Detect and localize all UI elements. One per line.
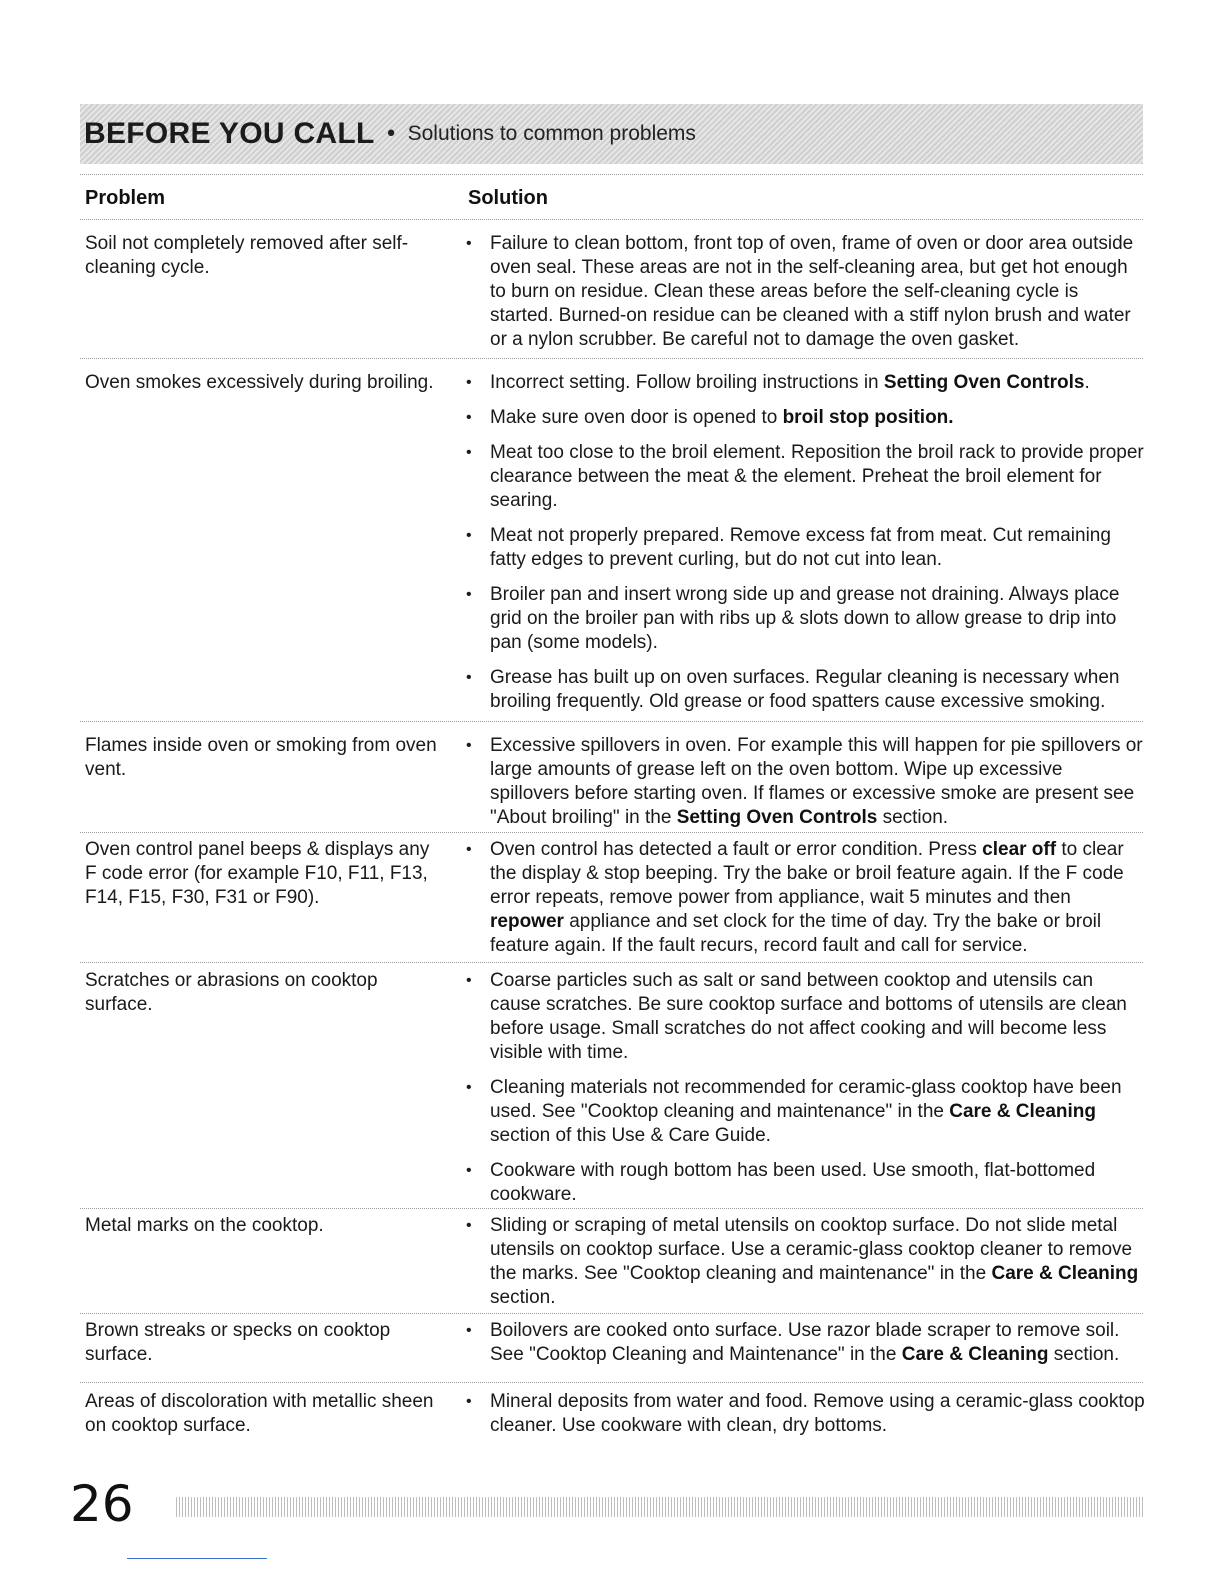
solution-item [465, 1319, 1145, 1367]
table-row [80, 1208, 1143, 1308]
problem-text: Brown streaks or specks on cooktop surface. [85, 1320, 391, 1365]
solution-list [465, 1390, 1145, 1438]
emphasis-text: Setting Oven Controls [883, 372, 1085, 393]
section-title: BEFORE YOU CALL [84, 117, 375, 150]
bullet-icon: • [466, 586, 472, 603]
bullet-icon: • [466, 235, 472, 252]
solution-text: Failure to clean bottom, front top of oven, frame of oven or door area outside oven seal. These areas are not in the self-cleaning area, but get hot enough to burn on residue. Clean these areas before the self-cleaning cycle is started. Burned-on residue can be cleaned with a stiff nylon brush and water or a nylon scrubber. Be careful not to damage the oven gasket. [490, 233, 1134, 350]
solution-text: Oven control has detected a fault or error condition. Press [490, 839, 983, 860]
bullet-icon: • [466, 669, 472, 686]
problem-column-header: Problem [85, 187, 166, 209]
solution-item [465, 666, 1145, 714]
solution-text: Excessive spillovers in oven. For example this will happen for pie spillovers or large amounts of grease left on the oven bottom. Wipe up excessive spillovers before starting oven. If flames or excessive smoke are present see "About broiling" in the [490, 735, 1143, 828]
solution-text: Coarse particles such as salt or sand between cooktop and utensils can cause scratches. Be sure cooktop surface and bottoms of utensils are clean before usage. Small scratches do not affect cooking and will become less visible with time. [490, 970, 1127, 1063]
bullet-icon: • [466, 1079, 472, 1096]
footer-link-underline [127, 1558, 267, 1559]
solution-text: appliance and set clock for the time of day. Try the bake or broil feature again. If the fault recurs, record fault and call for service. [490, 911, 1102, 956]
solution-column-header: Solution [468, 187, 548, 209]
solution-text: Meat too close to the broil element. Reposition the broil rack to provide proper clearance between the meat & the element. Preheat the broil element for searing. [490, 442, 1144, 511]
solution-text: section of this Use & Care Guide. [490, 1125, 771, 1146]
solution-item [465, 583, 1145, 655]
solution-text: Make sure oven door is opened to [490, 407, 783, 428]
solution-list [465, 734, 1145, 830]
table-row [80, 962, 1143, 1205]
problem-text: Oven control panel beeps & displays any F code error (for example F10, F11, F13, F14, F15, F30, F31 or F90). [85, 839, 430, 908]
solution-item [465, 371, 1145, 395]
solution-list [465, 838, 1145, 958]
solution-item [465, 232, 1145, 352]
solution-item [465, 1214, 1145, 1310]
bullet-icon: • [466, 527, 472, 544]
table-row [80, 832, 1143, 956]
solution-item [465, 406, 1145, 430]
emphasis-text: Care & Cleaning [949, 1101, 1097, 1122]
bullet-icon: • [466, 1162, 472, 1179]
solution-text: Sliding or scraping of metal utensils on cooktop surface. Do not slide metal utensils on cooktop surface. Use a ceramic-glass cooktop cleaner to remove the marks. See "Cooktop cleaning and maintenance" in the [490, 1215, 1133, 1284]
solution-text: . [1084, 372, 1090, 393]
footer-rule [176, 1497, 1143, 1517]
solution-text: section. [877, 807, 949, 828]
solution-item [465, 524, 1145, 572]
problem-text: Soil not completely removed after self-cleaning cycle. [85, 233, 409, 278]
emphasis-text: Care & Cleaning [901, 1344, 1049, 1365]
solution-list [465, 1214, 1145, 1310]
solution-item [465, 1390, 1145, 1438]
table-header [80, 174, 1143, 220]
bullet-icon: • [466, 737, 472, 754]
solution-text: section. [1048, 1344, 1120, 1365]
bullet-icon: • [466, 1322, 472, 1339]
bullet-icon: • [466, 444, 472, 461]
solution-text: Cleaning materials not recommended for ceramic-glass cooktop have been used. See "Cooktop cleaning and maintenance" in the [490, 1077, 1122, 1122]
solution-text: Boilovers are cooked onto surface. Use razor blade scraper to remove soil. See "Cooktop Cleaning and Maintenance" in the [490, 1320, 1120, 1365]
solution-text: Cookware with rough bottom has been used. Use smooth, flat-bottomed cookware. [490, 1160, 1096, 1205]
emphasis-text: Care & Cleaning [991, 1263, 1139, 1284]
table-row [80, 721, 1143, 828]
bullet-icon: • [466, 409, 472, 426]
solution-item [465, 1076, 1145, 1148]
solution-item [465, 441, 1145, 513]
title-separator: • [384, 121, 398, 147]
problem-text: Flames inside oven or smoking from oven vent. [85, 735, 437, 780]
problem-text: Areas of discoloration with metallic sheen on cooktop surface. [85, 1391, 434, 1436]
emphasis-text: Setting Oven Controls [676, 807, 878, 828]
bullet-icon: • [466, 972, 472, 989]
solution-text: Incorrect setting. Follow broiling instructions in [490, 372, 884, 393]
section-subtitle: Solutions to common problems [407, 122, 696, 145]
solution-item [465, 838, 1145, 958]
solution-list [465, 371, 1145, 714]
bullet-icon: • [466, 841, 472, 858]
problem-text: Metal marks on the cooktop. [85, 1215, 324, 1236]
solution-text: Grease has built up on oven surfaces. Regular cleaning is necessary when broiling frequently. Old grease or food spatters cause excessive smoking. [490, 667, 1120, 712]
solution-text: Broiler pan and insert wrong side up and grease not draining. Always place grid on the broiler pan with ribs up & slots down to allow grease to drip into pan (some models). [490, 584, 1120, 653]
solution-list [465, 1319, 1145, 1367]
table-row [80, 1313, 1143, 1365]
solution-item [465, 734, 1145, 830]
table-row [80, 1382, 1145, 1436]
problem-text: Scratches or abrasions on cooktop surface. [85, 970, 378, 1015]
bullet-icon: • [466, 1393, 472, 1410]
solution-text: Mineral deposits from water and food. Remove using a ceramic-glass cooktop cleaner. Use cookware with clean, dry bottoms. [490, 1391, 1145, 1436]
bullet-icon: • [466, 1217, 472, 1234]
solution-text: to clear the display & stop beeping. Try the bake or broil feature again. If the F code error repeats, remove power from appliance, wait 5 minutes and then [490, 839, 1124, 908]
page-number: 26 [70, 1475, 134, 1533]
solution-text: section. [490, 1287, 556, 1308]
bullet-icon: • [466, 374, 472, 391]
section-banner [80, 104, 1143, 164]
solution-item [465, 1159, 1145, 1207]
problem-text: Oven smokes excessively during broiling. [85, 372, 434, 393]
solution-text: Meat not properly prepared. Remove excess fat from meat. Cut remaining fatty edges to prevent curling, but do not cut into lean. [490, 525, 1111, 570]
table-row [80, 358, 1144, 712]
solution-list [465, 969, 1145, 1207]
emphasis-text: clear off [982, 839, 1057, 860]
solution-list [465, 232, 1145, 352]
solution-item [465, 969, 1145, 1065]
emphasis-text: broil stop position. [782, 407, 954, 428]
emphasis-text: repower [490, 911, 564, 932]
